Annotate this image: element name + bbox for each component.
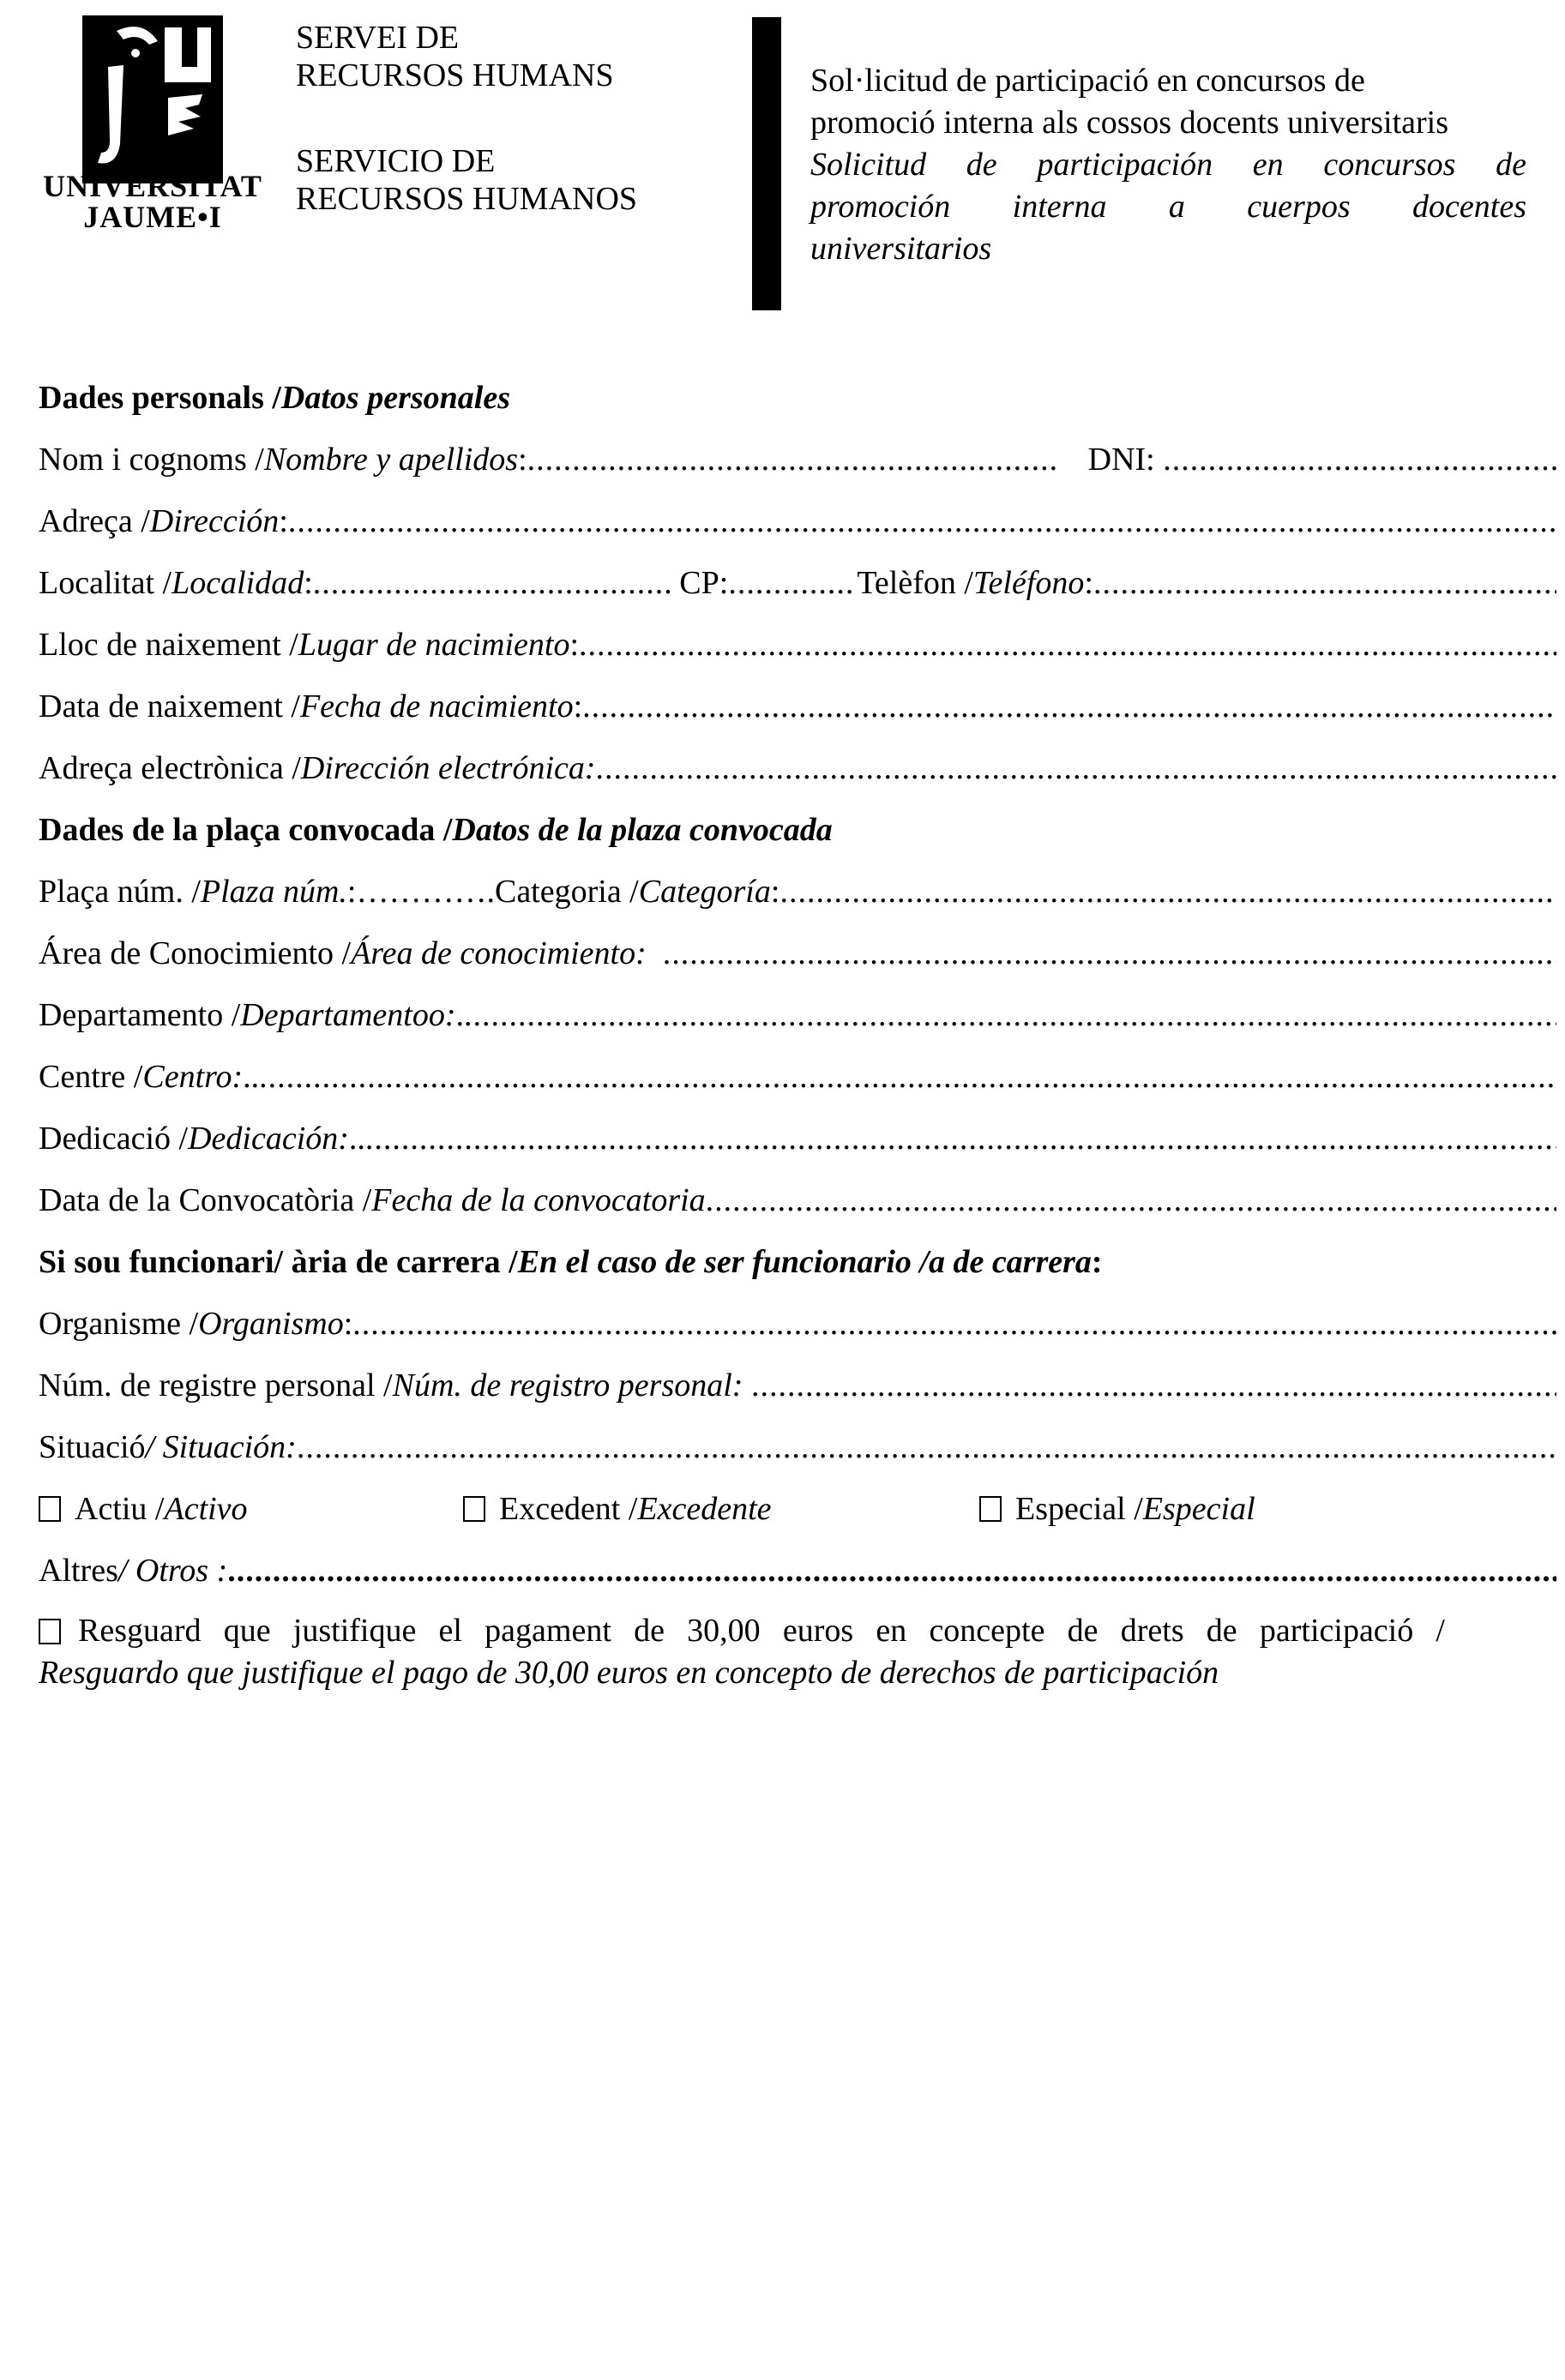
category-field[interactable] (779, 873, 1556, 911)
registry-label-es: Núm. de registro personal: (392, 1367, 743, 1403)
phone-field[interactable] (1093, 564, 1556, 602)
field-call-date-row (39, 1169, 1556, 1231)
logo-text-line1: UNIVERSITAT (43, 169, 262, 203)
field-dedication-row: Dedicació / Dedicación: .. ..... (39, 1108, 1556, 1169)
option-special[interactable] (979, 1490, 1255, 1528)
locality-label-es: Localidad (172, 565, 304, 601)
department-catalan-line2: RECURSOS HUMANS (296, 57, 614, 93)
position-num-field[interactable]: …………. (356, 874, 495, 910)
situation-field[interactable] (297, 1428, 1556, 1466)
call-date-field[interactable] (706, 1181, 1556, 1219)
position-num-label-es: Plaza núm. (200, 874, 347, 910)
email-label-ca: Adreça electrònica / (39, 750, 301, 786)
dni-label: DNI (1087, 442, 1147, 478)
birthdate-label-es: Fecha de nacimiento (299, 688, 574, 724)
name-field[interactable] (527, 441, 1059, 478)
title-spanish-line2: promoción interna a cuerpos docentes (810, 189, 1526, 225)
cp-field[interactable] (728, 564, 857, 602)
special-checkbox[interactable] (979, 1496, 1002, 1522)
others-label-es: / Otros : (117, 1553, 228, 1589)
registry-label-ca: Núm. de registre personal / (39, 1367, 393, 1403)
field-birthdate-row: Data de naixement / Fecha de nacimiento : ..... (39, 676, 1556, 737)
dedication-field[interactable] (365, 1120, 1556, 1157)
organism-field[interactable] (352, 1305, 1556, 1343)
field-position-number-row: Plaça núm. / Plaza núm. : …………. Categoria / Categoría : ..... (39, 861, 1556, 923)
field-organism-row: Organisme / Organismo : ..... (39, 1293, 1556, 1355)
name-label-es: Nombre y apellidos (263, 442, 519, 478)
logo-mark-icon (82, 15, 223, 183)
centre-label-es: Centro: (142, 1059, 244, 1095)
department-label-es: Departamentoo: (240, 997, 456, 1033)
department-catalan (296, 19, 614, 94)
section-civil-servant-ca: Si sou funcionari/ ària de carrera / (39, 1244, 518, 1280)
special-label-ca: Especial / (1015, 1491, 1143, 1527)
birthplace-field[interactable] (579, 626, 1556, 664)
title-spanish-line1: Solicitud de participación en concursos de (810, 147, 1526, 183)
option-active[interactable] (39, 1490, 248, 1528)
address-field[interactable] (288, 502, 1556, 540)
document-title (810, 60, 1526, 270)
locality-field[interactable] (313, 564, 671, 602)
area-field[interactable] (663, 935, 1556, 972)
section-position-ca: Dades de la plaça convocada / (39, 812, 453, 848)
receipt-line1-row (39, 1610, 1445, 1652)
field-area-row (39, 923, 1556, 984)
title-spanish-line3: universitarios (810, 231, 992, 267)
receipt-line1: Resguard que justifique el pagament de 30,00 euros en concepte de drets de participació / (78, 1613, 1445, 1649)
excedent-label-es: Excedente (637, 1491, 772, 1527)
cp-label: CP (679, 565, 719, 601)
university-logo (41, 15, 264, 238)
excedent-checkbox[interactable] (463, 1496, 485, 1522)
field-email-row (39, 737, 1556, 799)
section-position-data (39, 799, 1556, 861)
phone-label-es: Teléfono (972, 565, 1085, 601)
section-position-es: Datos de la plaza convocada (452, 812, 833, 848)
section-personal-es: Datos personales (280, 380, 510, 416)
form-body (39, 367, 1556, 1602)
title-catalan-line1: Sol·licitud de participació en concursos de (810, 63, 1365, 99)
logo-text-line2: JAUME•I (83, 200, 222, 234)
call-date-label-es: Fecha de la convocatoria (371, 1182, 706, 1218)
payment-receipt-note (39, 1610, 1445, 1694)
field-department-row: Departamento / Departamentoo: . ..... (39, 984, 1556, 1046)
department-field[interactable] (464, 996, 1556, 1034)
section-personal-ca: Dades personals / (39, 380, 281, 416)
phone-label-ca: Telèfon / (857, 565, 973, 601)
section-civil-servant: Si sou funcionari/ ària de carrera / En el caso de ser funcionario /a de carrera : (39, 1244, 1103, 1280)
organism-label-ca: Organisme / (39, 1306, 199, 1342)
field-birthplace-row: Lloc de naixement / Lugar de nacimiento : ..... (39, 614, 1556, 676)
centre-field[interactable] (259, 1058, 1556, 1096)
active-label-ca: Actiu / (75, 1491, 165, 1527)
category-label-ca: Categoria / (494, 874, 639, 910)
address-label-ca: Adreça / (39, 503, 150, 539)
dedication-label-es: Dedicación: (188, 1121, 349, 1157)
position-num-label-ca: Plaça núm. / (39, 874, 201, 910)
field-address-row: Adreça / Dirección : ..... (39, 490, 1556, 552)
receipt-line2: Resguardo que justifique el pago de 30,00 euros en concepto de derechos de participación (39, 1655, 1219, 1691)
centre-label-ca: Centre / (39, 1059, 143, 1095)
others-label-ca: Altres (39, 1553, 118, 1589)
dni-field[interactable] (1163, 441, 1556, 478)
locality-label-ca: Localitat / (39, 565, 172, 601)
situation-options-row (39, 1478, 1556, 1540)
header-divider (752, 17, 781, 310)
area-label-es: Área de conocimiento: (351, 935, 647, 971)
birthdate-field[interactable] (582, 688, 1556, 725)
category-label-es: Categoría (638, 874, 771, 910)
situation-label-ca: Situació (39, 1429, 146, 1465)
department-spanish (296, 142, 637, 218)
field-situation-row (39, 1416, 1556, 1478)
birthdate-label-ca: Data de naixement / (39, 688, 300, 724)
option-excedent[interactable] (463, 1490, 772, 1528)
address-label-es: Dirección (149, 503, 280, 539)
title-catalan-line2: promoció interna als cossos docents universitaris (810, 105, 1449, 141)
birthplace-label-ca: Lloc de naixement / (39, 627, 298, 663)
area-label-ca: Área de Conocimiento / (39, 935, 352, 971)
active-checkbox[interactable] (39, 1496, 61, 1522)
organism-label-es: Organismo (198, 1306, 344, 1342)
document-header (0, 0, 1565, 326)
email-label-es: Dirección electrónica: (300, 750, 596, 786)
call-date-label-ca: Data de la Convocatòria / (39, 1182, 372, 1218)
others-field[interactable] (227, 1552, 1556, 1590)
department-spanish-line2: RECURSOS HUMANOS (296, 181, 638, 217)
department-catalan-line1: SERVEI DE (296, 20, 460, 56)
email-field[interactable] (596, 749, 1556, 787)
section-civil-servant-es: En el caso de ser funcionario /a de carrera (517, 1244, 1092, 1280)
birthplace-label-es: Lugar de nacimiento (298, 627, 570, 663)
receipt-checkbox[interactable] (39, 1619, 61, 1644)
situation-label-es: / Situación: (145, 1429, 297, 1465)
field-name-row: Nom i cognoms / Nombre y apellidos : ..... DNI : ..... (39, 429, 1556, 490)
section-personal-data (39, 367, 1556, 429)
active-label-es: Activo (164, 1491, 248, 1527)
field-registry-row (39, 1355, 1556, 1416)
special-label-es: Especial (1142, 1491, 1255, 1527)
department-spanish-line1: SERVICIO DE (296, 143, 496, 179)
excedent-label-ca: Excedent / (499, 1491, 638, 1527)
dedication-label-ca: Dedicació / (39, 1121, 189, 1157)
name-label-ca: Nom i cognoms / (39, 442, 264, 478)
registry-field[interactable] (751, 1367, 1556, 1404)
department-label-ca: Departamento / (39, 997, 241, 1033)
field-centre-row: Centre / Centro: .. ..... (39, 1046, 1556, 1108)
field-others-row (39, 1540, 1556, 1602)
field-locality-row: Localitat / Localidad : ..... CP : ..... Telèfon / Teléfono : ..... (39, 552, 1556, 614)
